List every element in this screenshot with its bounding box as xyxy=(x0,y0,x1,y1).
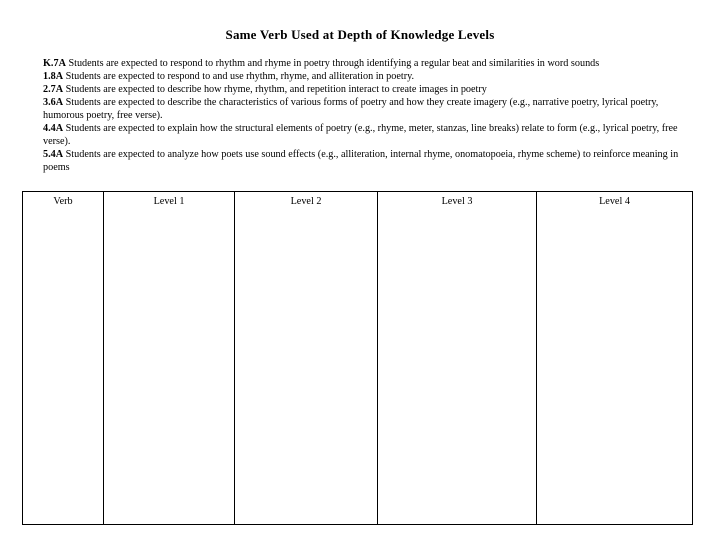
header-level-3: Level 3 xyxy=(378,192,537,219)
standard-code: 4.4A xyxy=(43,123,64,134)
cell-level-4[interactable] xyxy=(537,218,693,525)
standard-code: K.7A xyxy=(43,58,66,69)
standard-code: 3.6A xyxy=(43,97,64,108)
header-level-4: Level 4 xyxy=(537,192,693,219)
table-row xyxy=(23,218,693,525)
standard-code: 1.8A xyxy=(43,71,64,82)
standard-item xyxy=(43,148,685,174)
header-verb: Verb xyxy=(23,192,104,219)
standard-item xyxy=(43,83,685,96)
page-title: Same Verb Used at Depth of Knowledge Levels xyxy=(225,27,495,42)
standard-text: Students are expected to describe the characteristics of various forms of poetry and how they create imagery (e.g., narrative poetry, lyrical poetry, humorous poetry, free verse). xyxy=(43,97,659,121)
standard-code: 5.4A xyxy=(43,149,64,160)
cell-level-2[interactable] xyxy=(235,218,378,525)
cell-level-1[interactable] xyxy=(104,218,235,525)
table-header-row xyxy=(23,192,693,219)
cell-verb[interactable] xyxy=(23,218,104,525)
dok-levels-table xyxy=(22,191,693,525)
cell-level-3[interactable] xyxy=(378,218,537,525)
standard-text: Students are expected to explain how the structural elements of poetry (e.g., rhyme, meter, stanzas, line breaks) relate to form (e.g., lyrical poetry, free verse). xyxy=(43,123,678,147)
standard-item xyxy=(43,122,685,148)
standard-text: Students are expected to respond to and use rhythm, rhyme, and alliteration in poetry. xyxy=(63,71,415,82)
standard-code: 2.7A xyxy=(43,84,64,95)
standard-item xyxy=(43,96,685,122)
header-level-1: Level 1 xyxy=(104,192,235,219)
standard-item xyxy=(43,70,685,83)
standards-list xyxy=(43,57,685,174)
header-level-2: Level 2 xyxy=(235,192,378,219)
standard-item xyxy=(43,57,685,70)
standard-text: Students are expected to describe how rhyme, rhythm, and repetition interact to create images in poetry xyxy=(63,84,487,95)
standard-text: Students are expected to analyze how poets use sound effects (e.g., alliteration, internal rhyme, onomatopoeia, rhyme scheme) to reinforce meaning in poems xyxy=(43,149,679,173)
standard-text: Students are expected to respond to rhythm and rhyme in poetry through identifying a regular beat and similarities in word sounds xyxy=(65,58,600,69)
